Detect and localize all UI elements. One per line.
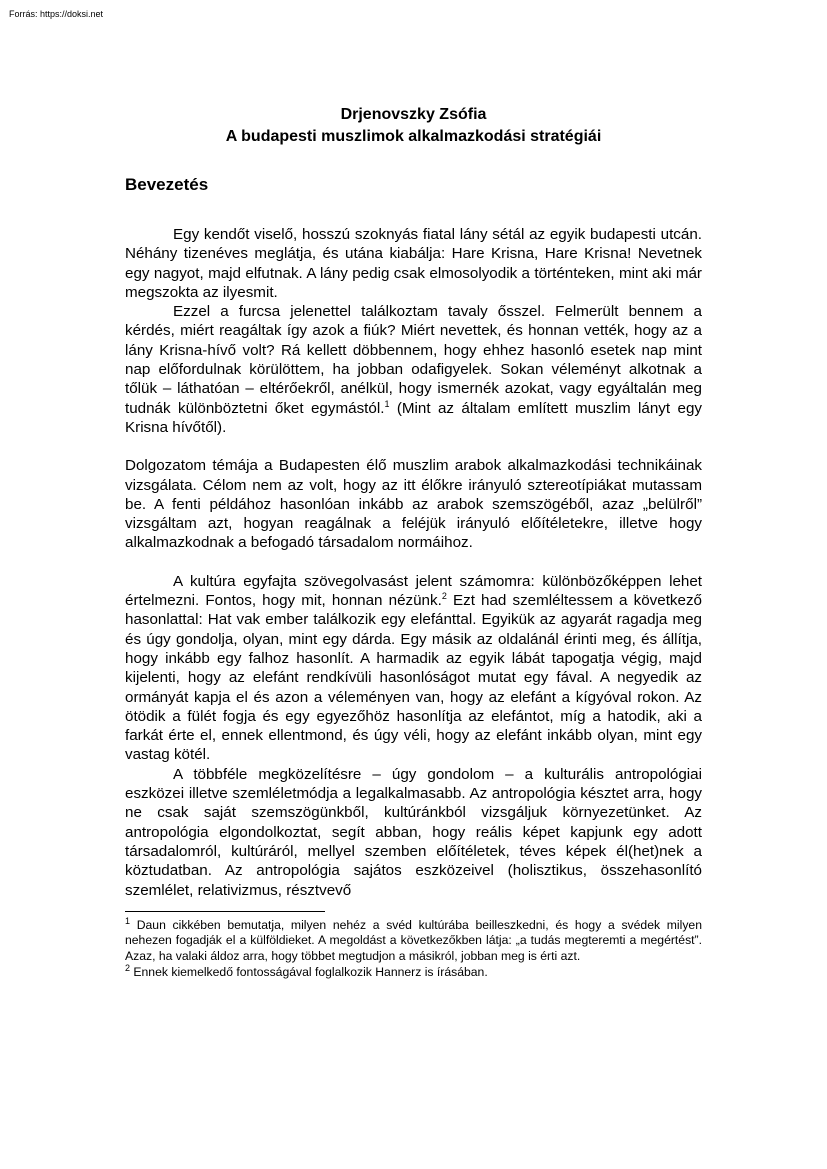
section-heading: Bevezetés	[125, 175, 209, 194]
paragraph-3: Dolgozatom témája a Budapesten élő muszlim arabok alkalmazkodási technikáinak vizsgálata. Célom nem az volt, hogy az itt élőkre irányuló sztereotípiákat mutassam be. A fenti példához hasonlóan inkább az arabok szemszögéből, azaz „belülről” vizsgáltam azt, hogyan reagálnak a feléjük irányuló előítéletekre, illetve hogy alkalmazkodnak a befogadó társadalom normáihoz.	[125, 457, 702, 552]
paragraph-4-tail: Ezt had szemléltessem a következő hasonlattal: Hat vak ember találkozik egy elefánttal. Egyikük az agyarát ragadja meg és úgy gondolja, olyan, mint egy dárda. Egy másik az oldalánál érinti meg, és állítja, hogy inkább egy falhoz hasonlít. A harmadik az egyik lábát tapogatja végig, majd kijelenti, hogy az elefánt rendkívüli hasonlóságot mutat egy fával. A negyedik az ormányát kapja el és azon a véleményen van, hogy az elefánt a kígyóval rokon. Az ötödik a fülét fogja és egy egyezőhöz hasonlítja az elefántot, míg a hatodik, aki a farkát érte el, ennek ellentmond, és úgy véli, hogy az elefánt inkább olyan, mint egy vastag kötél.	[125, 592, 703, 764]
footnote-1-text: Daun cikkében bemutatja, milyen nehéz a svéd kultúrába beilleszkedni, és hogy a svédek milyen nehezen fogadják el a külföldieket. A megoldást a következőkben látja: „a tudás megteremti a megértést”. Azaz, ha valaki áldoz arra, hogy többet megtudjon a másikról, jobban meg is érti azt.	[125, 917, 702, 963]
body-text	[125, 225, 702, 900]
footnote-1	[125, 915, 702, 965]
footnotes	[125, 915, 702, 980]
document-title: A budapesti muszlimok alkalmazkodási stratégiái	[225, 128, 602, 145]
footnote-2-number: 2	[125, 962, 131, 973]
author-name: Drjenovszky Zsófia	[340, 106, 487, 123]
footnote-2-text: Ennek kiemelkedő fontosságával foglalkozik Hannerz is írásában.	[130, 964, 488, 979]
paragraph-4	[125, 572, 702, 765]
document-page	[125, 104, 702, 980]
source-label: Forrás: https://doksi.net	[9, 9, 104, 19]
footnote-ref-2[interactable]: 2	[441, 590, 447, 601]
footnote-2	[125, 962, 702, 981]
paragraph-2	[125, 302, 702, 437]
paragraph-1: Egy kendőt viselő, hosszú szoknyás fiatal lány sétál az egyik budapesti utcán. Néhány tizenéves meglátja, és utána kiabálja: Hare Krisna, Hare Krisna! Nevetnek egy nagyot, majd elfutnak. A lány pedig csak elmosolyodik a történteken, mint aki már megszokta az ilyesmit.	[125, 226, 702, 301]
paragraph-2-tail: (Mint az általam említett muszlim lányt egy Krisna hívőtől).	[125, 399, 703, 436]
paragraph-4-text: A kultúra egyfajta szövegolvasást jelent számomra: különbözőképpen lehet értelmezni. Fontos, hogy mit, honnan nézünk.	[125, 572, 702, 610]
footnote-1-number: 1	[125, 915, 131, 926]
footnote-divider	[125, 911, 325, 912]
footnote-ref-1[interactable]: 1	[384, 398, 390, 409]
paragraph-5: A többféle megközelítésre – úgy gondolom – a kulturális antropológiai eszközei illetve szemléletmódja a legalkalmasabb. Az antropológia késztet arra, hogy ne csak saját szemszögünkből, kultúránkból vizsgáljuk környezetünket. Az antropológia elgondolkoztat, segít abban, hogy reális képet kapjunk egy adott társadalomról, kultúráról, mellyel szemben előítéletek, téves képek él(het)nek a köztudatban. Az antropológia sajátos eszközeivel (holisztikus, összehasonlító szemlélet, relativizmus, résztvevő	[125, 765, 702, 899]
paragraph-2-text: Ezzel a furcsa jelenettel találkoztam tavaly ősszel. Felmerült bennem a kérdés, miért reagáltak így azok a fiúk? Miért nevettek, és honnan vették, hogy az a lány Krisna-hívő volt? Rá kellett döbbennem, hogy ehhez hasonló esetek nap mint nap előfordulnak körülöttem, ha jobban odafigyelek. Sokan véleményt alkotnak a tőlük – láthatóan – eltérőekről, anélkül, hogy ismernék azokat, vagy egyáltalán meg tudnák különböztetni őket egymástól.	[125, 303, 702, 417]
